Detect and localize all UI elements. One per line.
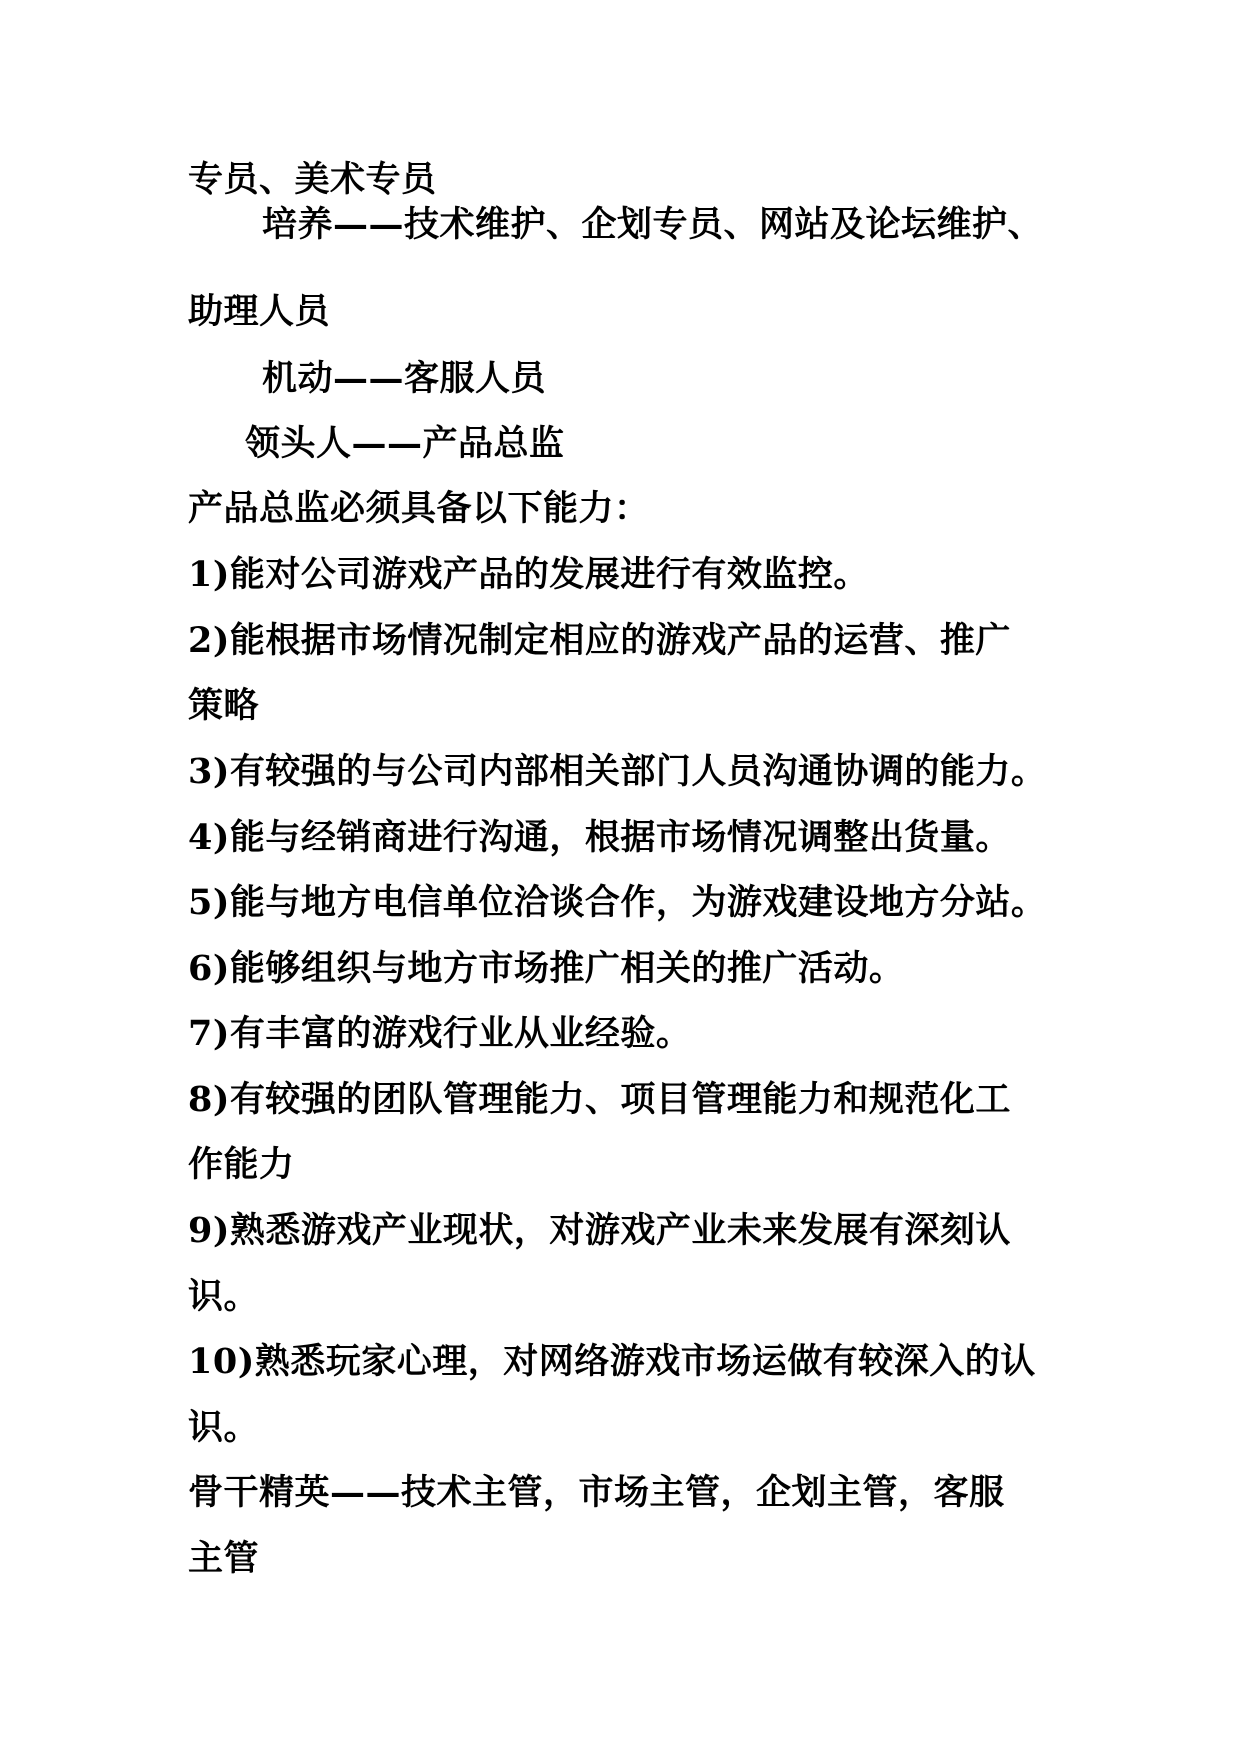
- text-line: 策略: [188, 685, 260, 726]
- text-line: 专员、美术专员: [188, 159, 437, 200]
- text-line: 2)能根据市场情况制定相应的游戏产品的运营、推广: [188, 620, 1011, 661]
- text-line: 5)能与地方电信单位洽谈合作，为游戏建设地方分站。: [188, 882, 1047, 923]
- text-line: 产品总监必须具备以下能力：: [188, 488, 650, 529]
- text-line: 9)熟悉游戏产业现状，对游戏产业未来发展有深刻认: [188, 1210, 1011, 1251]
- text-line: 骨干精英——技术主管，市场主管，企划主管，客服: [188, 1472, 1005, 1513]
- text-line: 8)有较强的团队管理能力、项目管理能力和规范化工: [188, 1079, 1011, 1120]
- text-line: 识。: [188, 1276, 260, 1317]
- text-line: 主管: [188, 1538, 260, 1579]
- text-line: 3)有较强的与公司内部相关部门人员沟通协调的能力。: [188, 751, 1047, 792]
- text-line: 领头人——产品总监: [245, 423, 565, 464]
- text-line: 识。: [188, 1407, 260, 1448]
- text-line: 1)能对公司游戏产品的发展进行有效监控。: [188, 554, 869, 595]
- text-line: 10)熟悉玩家心理，对网络游戏市场运做有较深入的认: [188, 1341, 1036, 1382]
- text-line: 培养——技术维护、企划专员、网站及论坛维护、: [262, 204, 1044, 245]
- text-line: 7)有丰富的游戏行业从业经验。: [188, 1013, 692, 1054]
- text-line: 机动——客服人员: [262, 358, 547, 399]
- text-line: 作能力: [188, 1144, 295, 1185]
- text-line: 6)能够组织与地方市场推广相关的推广活动。: [188, 948, 905, 989]
- text-line: 助理人员: [188, 291, 331, 332]
- text-line: 4)能与经销商进行沟通，根据市场情况调整出货量。: [188, 817, 1011, 858]
